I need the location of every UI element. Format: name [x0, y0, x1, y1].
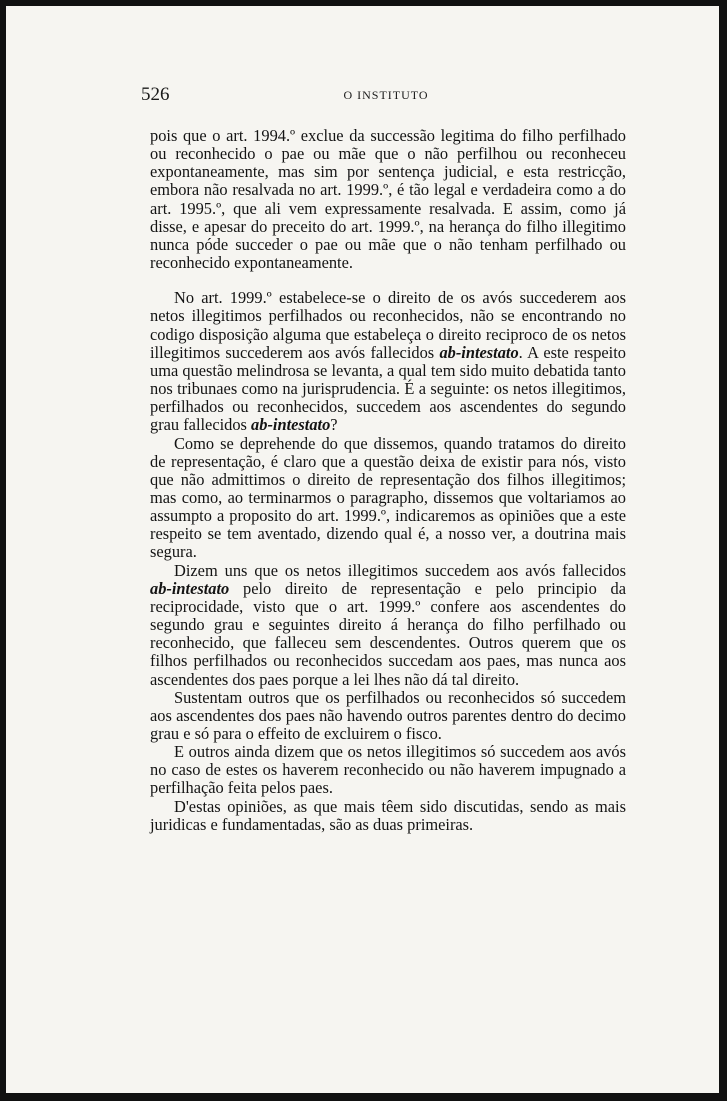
italic-term: ab-intestato — [150, 578, 230, 598]
page-number: 526 — [141, 84, 170, 105]
text-segment: . A este respeito uma questão melindrosa se levanta, a qual tem sido muito debatida tanto nos tribunaes como na jurisprudencia. É a seguinte: os netos illegitimos, perfilhados ou reconhecidos, succedem aos ascendentes do segundo grau fallecidos — [150, 342, 626, 435]
body-text — [150, 127, 626, 834]
running-title: O INSTITUTO — [343, 88, 429, 102]
paragraph — [150, 798, 626, 834]
text-segment: Dizem uns que os netos illegitimos succedem aos avós fallecidos — [174, 560, 626, 580]
paragraph — [150, 743, 626, 797]
text-segment: Sustentam outros que os perfilhados ou reconhecidos só succedem aos ascendentes dos paes não havendo outros parentes dentro do decimo grau e só para o effeito de excluirem o fisco. — [150, 687, 626, 743]
book-page — [6, 6, 719, 1093]
page-header — [141, 84, 631, 108]
paragraph — [150, 689, 626, 743]
text-segment: No art. 1999.º estabelece-se o direito de os avós succederem aos netos illegitimos perfilhados ou reconhecidos, não se encontrando no codigo disposição alguma que estabeleça o direito reciproco de os netos illegitimos succederem aos avós fallecidos — [150, 288, 626, 362]
paragraph — [150, 562, 626, 689]
paragraph — [150, 127, 626, 272]
italic-term: ab-intestato — [439, 342, 519, 362]
italic-term: ab-intestato — [251, 415, 331, 435]
paragraph — [150, 435, 626, 562]
text-segment: E outros ainda dizem que os netos illegitimos só succedem aos avós no caso de estes os haverem reconhecido ou não haverem impugnado a perfilhação feita pelos paes. — [150, 742, 626, 798]
text-segment: D'estas opiniões, as que mais têem sido discutidas, sendo as mais juridicas e fundamentadas, são as duas primeiras. — [150, 796, 626, 834]
text-segment: Como se deprehende do que dissemos, quando tratamos do direito de representação, é claro que a questão deixa de existir para nós, visto que não admittimos o direito de representação dos filhos illegitimos; mas como, ao terminarmos o paragrapho, dissemos que voltariamos ao assumpto a proposito do art. 1999.º, indicaremos as opiniões que a este respeito se tem aventado, dizendo qual é, a nosso ver, a doutrina mais segura. — [150, 433, 626, 562]
paragraph — [150, 289, 626, 434]
text-segment: pois que o art. 1994.º exclue da successão legitima do filho perfilhado ou reconhecido o pae ou mãe que o não perfilhou ou reconheceu expontaneamente, mas sim por sentença judicial, e esta restricção, embora não resalvada no art. 1999.º, é tão legal e verdadeira como a do art. 1995.º, que ali vem expressamente resalvada. E assim, como já disse, e apesar do preceito do art. 1999.º, na herança do filho illegitimo nunca póde succeder o pae ou mãe que o não tenham perfilhado ou reconhecido expontaneamente. — [150, 126, 626, 273]
text-segment: ? — [330, 415, 338, 435]
text-segment: pelo direito de representação e pelo principio da reciprocidade, visto que o art. 1999.º confere aos ascendentes do segundo grau e seguintes direito á herança do filho perfilhado ou reconhecido, que falleceu sem descendentes. Outros querem que os filhos perfilhados ou reconhecidos succedam aos paes, mas nunca aos ascendentes dos paes porque a lei lhes não dá tal direito. — [150, 578, 626, 689]
